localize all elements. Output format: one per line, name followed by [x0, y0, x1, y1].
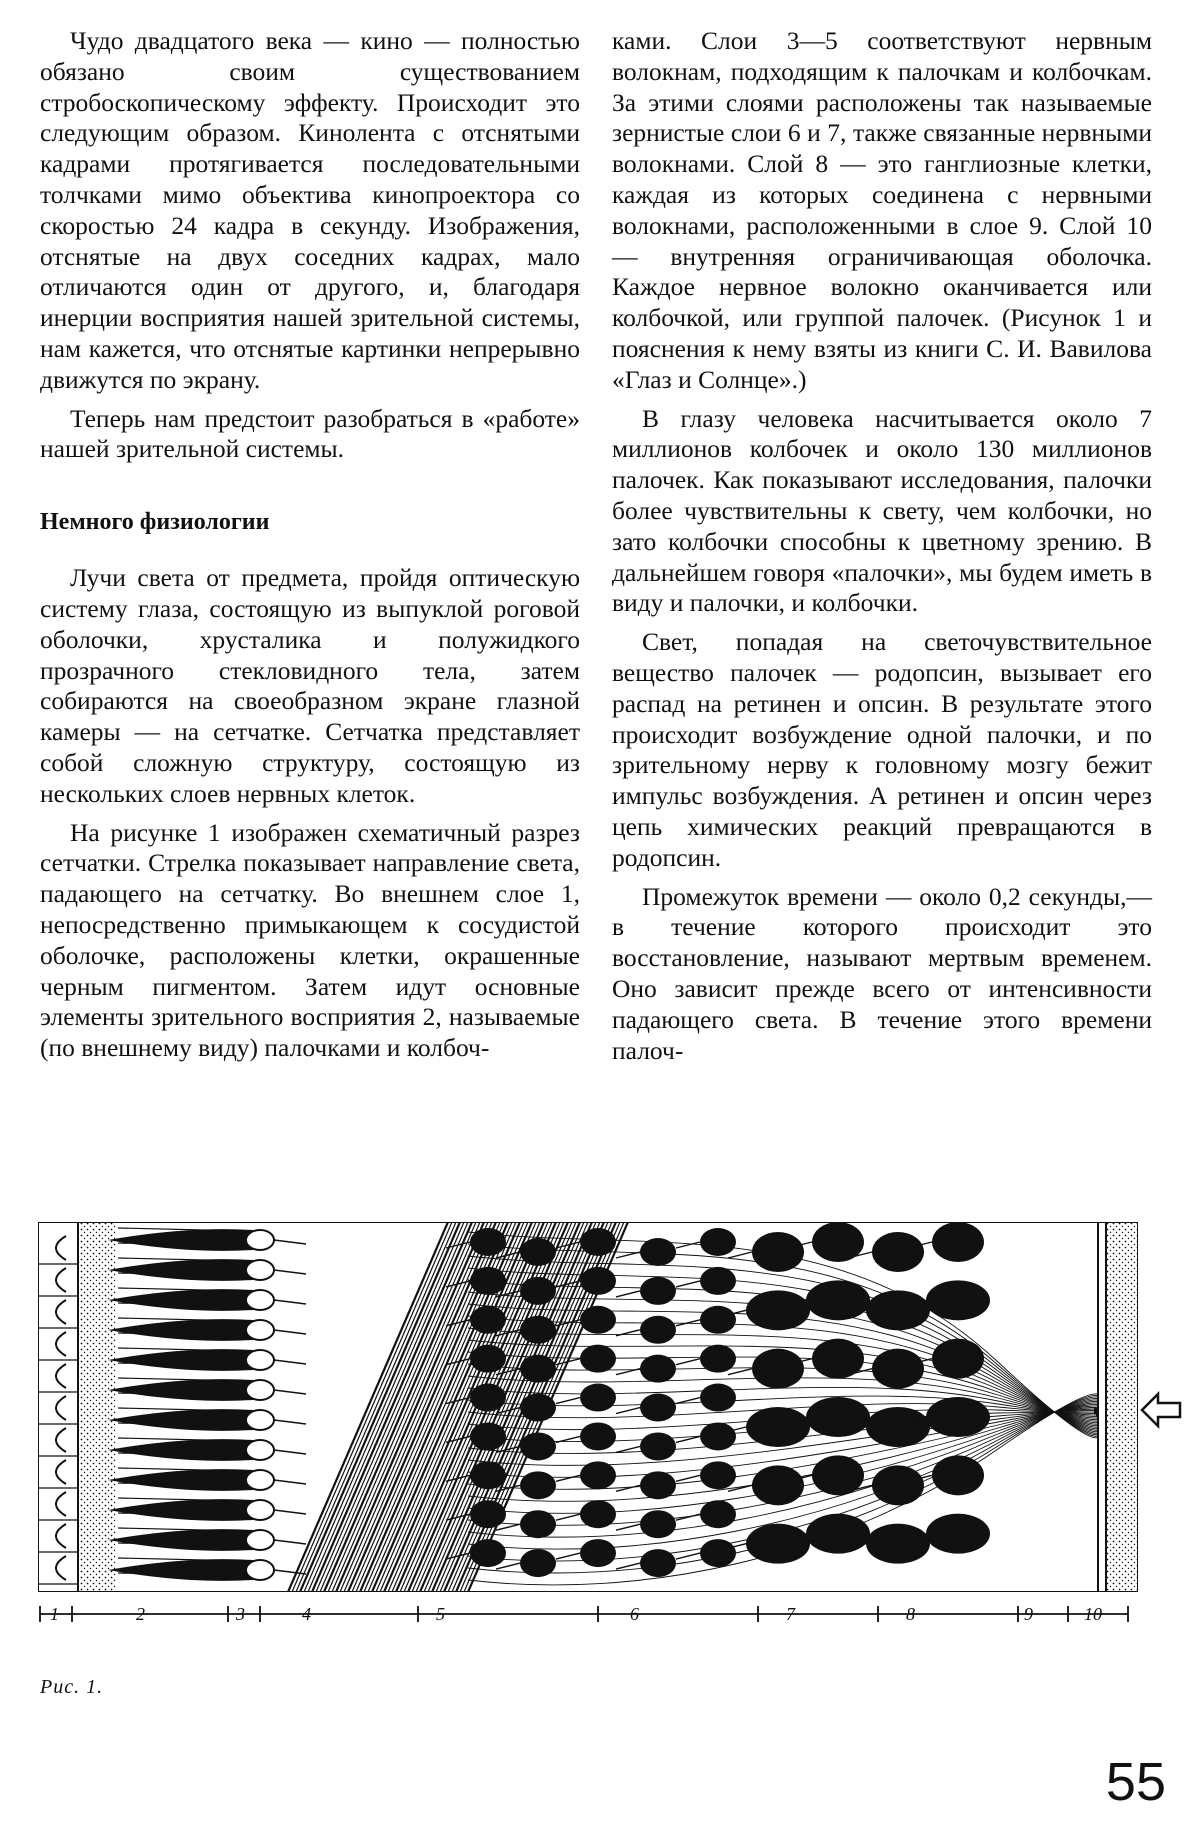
layer-label-2: 2 [136, 1604, 145, 1624]
inner-membrane [1098, 1222, 1106, 1592]
section-heading: Немного физиологии [40, 509, 270, 536]
left-column [40, 26, 580, 1064]
layer-label-4: 4 [302, 1604, 311, 1624]
layer-label-7: 7 [786, 1604, 795, 1624]
paragraph-cinema: Чудо двадцатого века — кино — полностью обязано своим существованием стробоскопическому эффекту. Происходит это следующим образом. Кинолента с отснятыми кадрами протягивается последовательными толчками мимо объектива кинопроектора со скоростью 24 кадра в секунду. Изображения, отснятые на двух соседних кадрах, мало отличаются один от другого, и, благодаря инерции восприятия нашей зрительной системы, нам кажется, что отснятые картинки непрерывно движутся по экрану. [40, 26, 580, 394]
layer-label-3: 3 [236, 1604, 245, 1624]
light-direction-arrow-icon [1142, 1394, 1180, 1426]
pigment-layer [38, 1222, 78, 1592]
dotted-zone-right [1106, 1222, 1138, 1592]
paragraph-figure-description: На рисунке 1 изображен схематичный разрез сетчатки. Стрелка показывает направление света, падающего на сетчатку. Во внешнем слое 1, непосредственно примыкающем к сосудистой оболочке, расположены клетки, окрашенные черным пигментом. Затем идут основные элементы зрительного восприятия 2, называемые (по внешнему виду) палочками и колбоч- [40, 817, 580, 1063]
retina-figure [38, 1222, 1188, 1642]
layer-label-5: 5 [436, 1604, 445, 1624]
layer-label-6: 6 [630, 1604, 639, 1624]
dotted-zone-left [78, 1222, 116, 1592]
layer-label-8: 8 [906, 1604, 915, 1624]
paragraph-optics: Лучи света от предмета, пройдя оптическую систему глаза, состоящую из выпуклой роговой оболочки, хрусталика и полужидкого прозрачного стекловидного тела, затем собираются на своеобразном экране глазной камеры — на сетчатке. Сетчатка представляет собой сложную структуру, состоящую из нескольких слоев нервных клеток. [40, 563, 580, 808]
paragraph-transition: Теперь нам предстоит разобраться в «работе» нашей зрительной системы. [40, 403, 580, 464]
paragraph-layers: ками. Слои 3—5 соответствуют нервным волокнам, подходящим к палочкам и колбочкам. За этими слоями расположены так называемые зернистые слои 6 и 7, также связанные нервными волокнами. Слой 8 — это ганглиозные клетки, каждая из которых соединена с нервными волокнами, расположенными в слое 9. Слой 10 — внутренняя ограничивающая оболочка. Каждое нервное волокно оканчивается или колбочкой, или группой палочек. (Рисунок 1 и пояснения к нему взяты из книги С. И. Вавилова «Глаз и Солнце».) [612, 26, 1152, 394]
layer-scale [40, 1604, 1128, 1624]
nerve-fibers [288, 1222, 628, 1592]
figure-caption: Рис. 1. [40, 1676, 104, 1698]
rods-and-cones [108, 1228, 306, 1581]
layer-label-9: 9 [1024, 1604, 1033, 1624]
page-number: 55 [1105, 1752, 1166, 1812]
layer-label-1: 1 [50, 1604, 59, 1624]
paragraph-dead-time: Промежуток времени — около 0,2 секунды,— в течение которого происходит это восстановление, называют мертвым временем. Оно зависит прежде всего от интенсивности падающего света. В течение этого времени палоч- [612, 881, 1152, 1065]
right-column [612, 26, 1152, 1066]
paragraph-counts: В глазу человека насчитывается около 7 миллионов колбочек и около 130 миллионов палочек. Как показывают исследования, палочки более чувствительны к свету, чем колбочки, но зато колбочки способны к цветному зрению. В дальнейшем говоря «палочки», мы будем иметь в виду и палочки, и колбочки. [612, 403, 1152, 618]
paragraph-rhodopsin: Свет, попадая на светочувствительное вещество палочек — родопсин, вызывает его распад на ретинен и опсин. В результате этого происходит возбуждение одной палочки, и по зрительному нерву к головному мозгу бежит импульс возбуждения. А ретинен и опсин через цепь химических реакций превращаются в родопсин. [612, 627, 1152, 872]
layer-label-10: 10 [1084, 1604, 1102, 1624]
retina-illustration [38, 1222, 1188, 1642]
